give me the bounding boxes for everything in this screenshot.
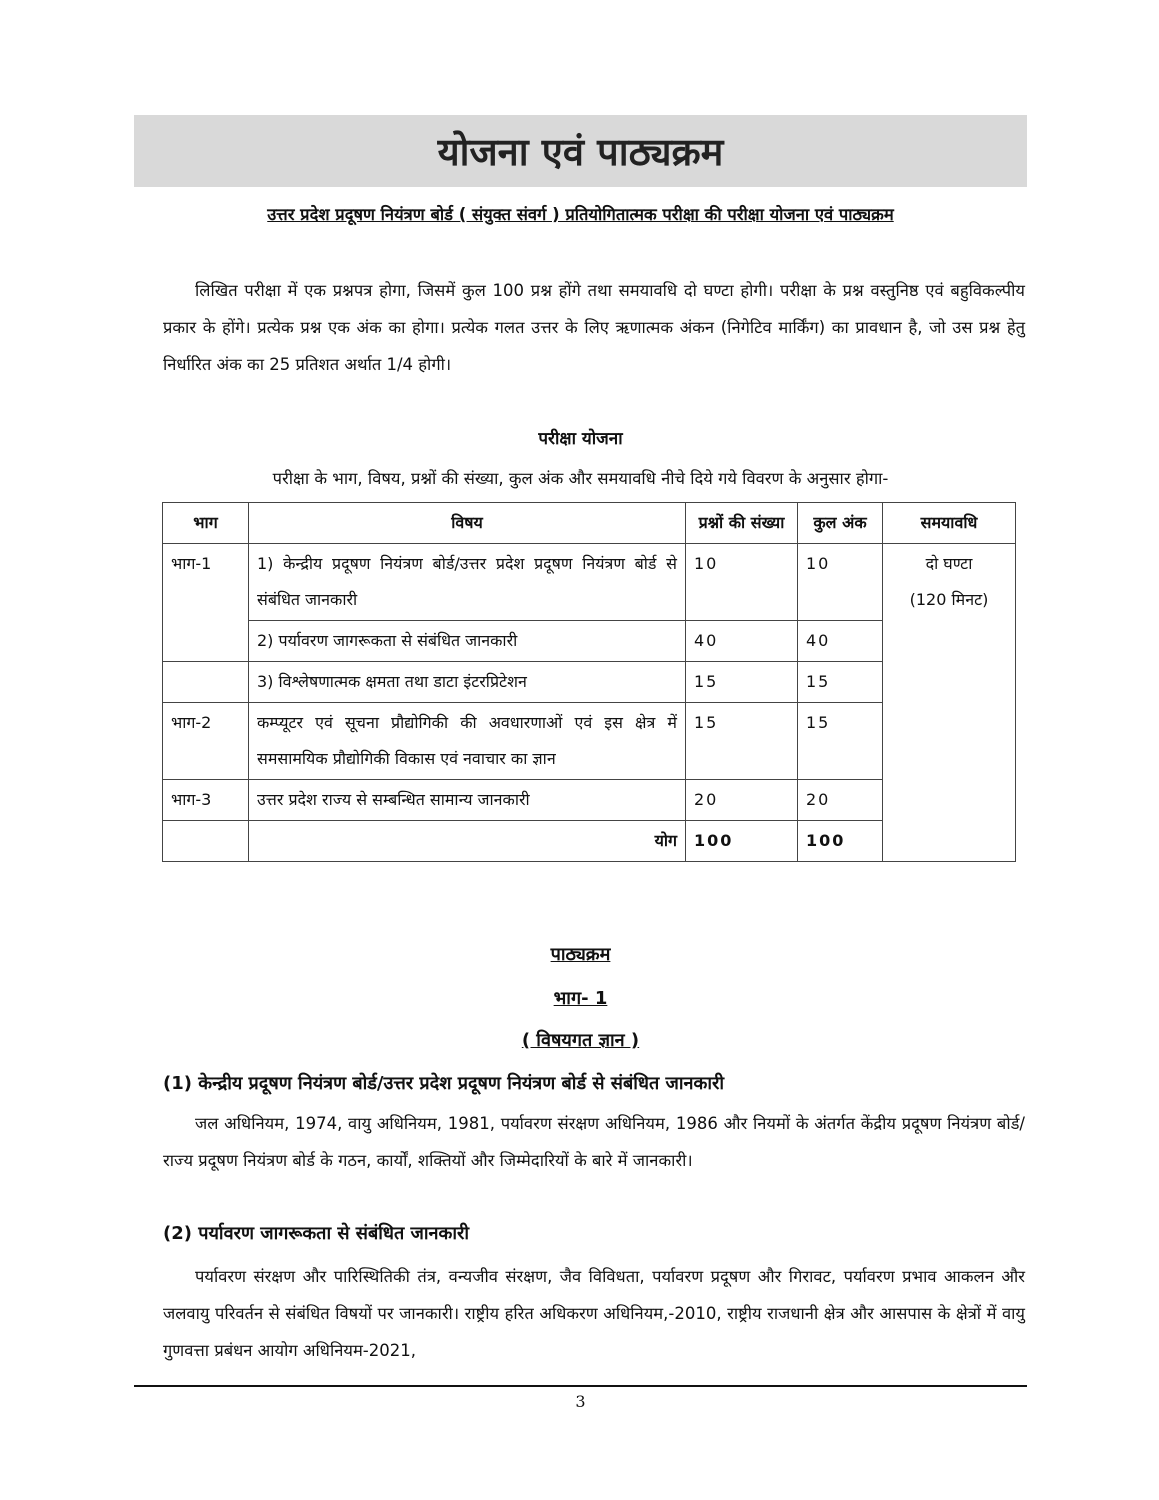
cell-marks: 10 [798,544,883,621]
intro-paragraph: लिखित परीक्षा में एक प्रश्नपत्र होगा, जिसमें कुल 100 प्रश्न होंगे तथा समयावधि दो घण्टा होगी। परीक्षा के प्रश्न वस्तुनिष्ठ एवं बहुविकल्पीय प्रकार के होंगे। प्रत्येक प्रश्न एक अंक का होगा। प्रत्येक गलत उत्तर के लिए ऋणात्मक अंकन (निगेटिव मार्किंग) का प्रावधान है, जो उस प्रश्न हेतु निर्धारित अंक का 25 प्रतिशत अर्थात 1/4 होगी। [163,281,1025,374]
header-subject: विषय [249,503,686,544]
cell-marks: 15 [798,703,883,780]
page-title: योजना एवं पाठ्यक्रम [437,130,724,174]
part-heading [134,986,1027,1010]
scheme-heading: परीक्षा योजना [538,429,623,449]
exam-scheme-table [162,502,1016,862]
cell-subject: 2) पर्यावरण जागरूकता से संबंधित जानकारी [249,621,686,662]
header-questions: प्रश्नों की संख्या [686,503,798,544]
scheme-intro: परीक्षा के भाग, विषय, प्रश्नों की संख्या, कुल अंक और समयावधि नीचे दिये गये विवरण के अनुसार होगा- [272,469,889,488]
title-banner [134,115,1027,187]
cell-questions: 20 [686,780,798,821]
cell-empty [163,821,249,862]
cell-questions: 15 [686,703,798,780]
table-header-row [163,503,1016,544]
total-questions: 100 [686,821,798,862]
cell-part [163,662,249,703]
cell-marks: 40 [798,621,883,662]
cell-marks: 20 [798,780,883,821]
part-subtitle [134,1028,1027,1052]
cell-questions: 40 [686,621,798,662]
cell-questions: 15 [686,662,798,703]
page-number: 3 [575,1392,586,1411]
part-heading-text: भाग- 1 [553,988,608,1009]
section-heading: (1) केन्द्रीय प्रदूषण नियंत्रण बोर्ड/उत्तर प्रदेश प्रदूषण नियंत्रण बोर्ड से संबंधित जानकारी [163,1073,725,1094]
document-subtitle: उत्तर प्रदेश प्रदूषण नियंत्रण बोर्ड ( संयुक्त संवर्ग ) प्रतियोगितात्मक परीक्षा की परीक्षा योजना एवं पाठ्यक्रम [267,205,894,224]
total-label: योग [249,821,686,862]
cell-marks: 15 [798,662,883,703]
section-heading: (2) पर्यावरण जागरूकता से संबंधित जानकारी [163,1223,470,1244]
total-marks: 100 [798,821,883,862]
cell-subject: 1) केन्द्रीय प्रदूषण नियंत्रण बोर्ड/उत्तर प्रदेश प्रदूषण नियंत्रण बोर्ड से संबंधित जानकारी [249,544,686,621]
cell-part: भाग-1 [163,544,249,662]
header-duration: समयावधि [883,503,1016,544]
part-subtitle-text: ( विषयगत ज्ञान ) [521,1030,640,1051]
header-marks: कुल अंक [798,503,883,544]
table-row [163,544,1016,621]
duration-line-1: दो घण्टा [925,554,973,573]
syllabus-heading-text: पाठ्यक्रम [550,944,611,965]
footer-divider [134,1385,1027,1387]
cell-duration [883,544,1016,862]
cell-part: भाग-2 [163,703,249,780]
syllabus-heading [134,942,1027,966]
cell-subject: 3) विश्लेषणात्मक क्षमता तथा डाटा इंटरप्रिटेशन [249,662,686,703]
section-body: जल अधिनियम, 1974, वायु अधिनियम, 1981, पर्यावरण संरक्षण अधिनियम, 1986 और नियमों के अंतर्गत केंद्रीय प्रदूषण नियंत्रण बोर्ड/राज्य प्रदूषण नियंत्रण बोर्ड के गठन, कार्यों, शक्तियों और जिम्मेदारियों के बारे में जानकारी। [163,1114,1025,1170]
section-body: पर्यावरण संरक्षण और पारिस्थितिकी तंत्र, वन्यजीव संरक्षण, जैव विविधता, पर्यावरण प्रदूषण और गिरावट, पर्यावरण प्रभाव आकलन और जलवायु परिवर्तन से संबंधित विषयों पर जानकारी। राष्ट्रीय हरित अधिकरण अधिनियम,-2010, राष्ट्रीय राजधानी क्षेत्र और आसपास के क्षेत्रों में वायु गुणवत्ता प्रबंधन आयोग अधिनियम-2021, [163,1267,1025,1360]
cell-subject: उत्तर प्रदेश राज्य से सम्बन्धित सामान्य जानकारी [249,780,686,821]
header-part: भाग [163,503,249,544]
cell-questions: 10 [686,544,798,621]
cell-subject: कम्प्यूटर एवं सूचना प्रौद्योगिकी की अवधारणाओं एवं इस क्षेत्र में समसामयिक प्रौद्योगिकी विकास एवं नवाचार का ज्ञान [249,703,686,780]
cell-part: भाग-3 [163,780,249,821]
duration-line-2: (120 मिनट) [909,590,989,609]
